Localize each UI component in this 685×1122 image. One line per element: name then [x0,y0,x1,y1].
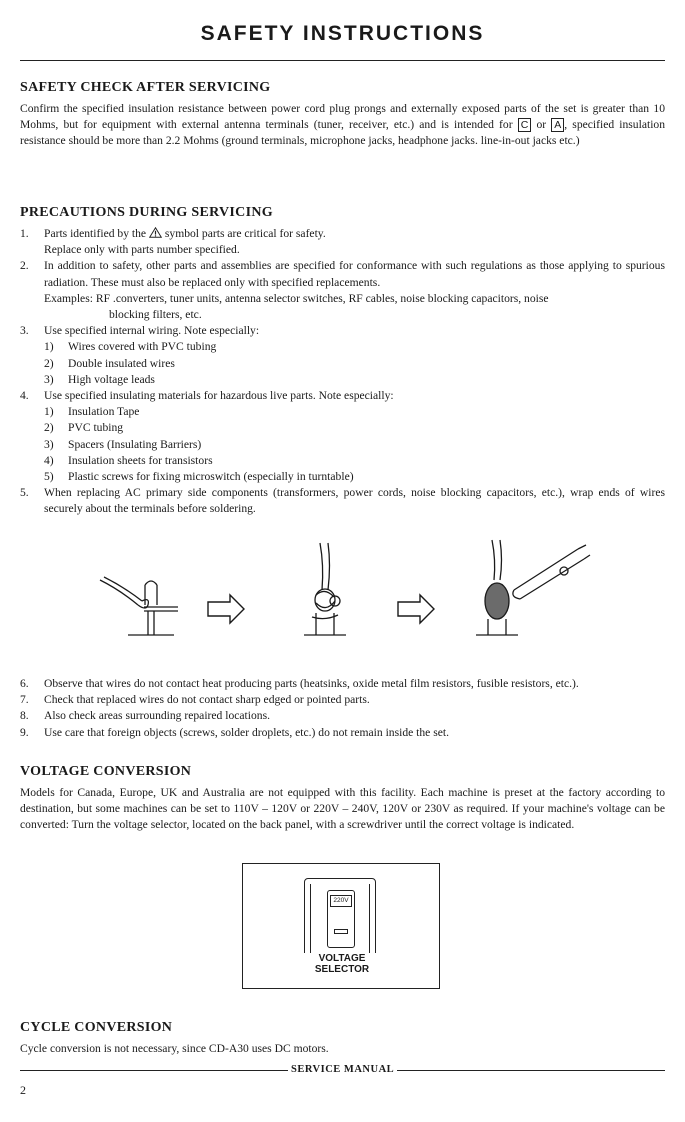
item-text: In addition to safety, other parts and assemblies are specified for conformance with such regulations as those applying to spurious radiation. These must also be replaced only with specified replacements. [44,259,665,289]
list-item [20,485,665,517]
voltage-text: Models for Canada, Europe, UK and Australia are not equipped with this facility. Each machine is preset at the factory according to destination, but some machines can be set to 110V – 120V or 220V – 240V, 120V or 230V as required. If your machine's voltage can be converted: Turn the voltage selector, located on the back panel, with a screwdriver until the correct voltage is indicated. [20,786,665,832]
precautions-list-continued [20,676,665,741]
sub-item [20,420,665,436]
sub-number: 1) [44,340,54,354]
sub-text: PVC tubing [68,421,124,435]
cycle-text: Cycle conversion is not necessary, since CD-A30 uses DC motors. [20,1042,329,1055]
voltage-selector-label [304,953,380,975]
precautions-list [20,226,665,518]
terminal-wire-soldered [476,540,590,635]
item-text: Replace only with parts number specified. [44,243,240,257]
sub-number: 3) [44,372,54,386]
arrow-right-icon [208,595,244,623]
sub-number: 2) [44,421,54,435]
sub-number: 4) [44,453,54,467]
page-title: SAFETY INSTRUCTIONS [200,22,485,45]
sub-text: Plastic screws for fixing microswitch (especially in turntable) [68,470,354,484]
item-number: 9. [20,725,29,739]
item-text: Observe that wires do not contact heat producing parts (heatsinks, oxide metal film resistors, fusible resistors, etc.). [44,677,579,690]
item-number: 8. [20,709,29,723]
list-item [20,676,665,692]
item-number: 7. [20,693,29,707]
item-number: 3. [20,324,29,338]
safety-check-heading: SAFETY CHECK AFTER SERVICING [20,80,271,95]
item-number: 6. [20,677,29,690]
sub-number: 3) [44,437,54,451]
sub-number: 2) [44,356,54,370]
list-item [20,388,665,404]
item-text: Use specified insulating materials for hazardous live parts. Note especially: [44,389,394,403]
title-rule [20,60,665,61]
sub-text: Insulation Tape [68,405,140,419]
terminal-wire-wrapped [304,543,346,635]
list-item [20,323,665,339]
class-c-box: C [518,118,532,132]
sub-item [20,469,665,485]
arrow-right-icon [398,595,434,623]
list-item [20,258,665,290]
warning-triangle-icon [149,227,162,238]
voltage-selector-figure [242,863,440,989]
sub-text: Spacers (Insulating Barriers) [68,437,202,451]
sub-item [20,437,665,453]
label-line: VOLTAGE [318,953,366,964]
safety-check-text-1: Confirm the specified insulation resistance between power cord plug prongs and externally exposed parts of the set is greater than 10 Mohms, but for equipment with external antenna terminals (tuner, receiver, etc.) and is intended for [20,102,665,132]
list-item [20,692,665,708]
item-text: Also check areas surrounding repaired locations. [44,709,270,723]
safety-check-text-2: , specified insulation resistance should be more than 2.2 Mohms (ground terminals, microphone jacks, headphone jacks. line-in-out jacks etc.) [20,118,666,148]
sub-number: 1) [44,405,54,419]
examples-text: blocking filters, etc. [109,308,202,322]
page-number: 2 [20,1083,26,1097]
cycle-heading: CYCLE CONVERSION [20,1020,173,1035]
screw-slot [334,929,348,934]
voltage-indicator: 220V [330,895,352,907]
item-number: 4. [20,389,29,403]
sub-text: Insulation sheets for transistors [68,453,213,467]
item-number: 1. [20,227,29,240]
sub-number: 5) [44,470,54,484]
class-a-box: A [551,118,564,132]
terminal-wire-loose [100,577,178,635]
wiring-illustration [90,535,620,645]
sub-item [20,372,665,388]
label-line: SELECTOR [314,964,370,975]
item-number: 5. [20,486,29,500]
voltage-selector-switch [327,890,355,948]
item-number: 2. [20,259,29,273]
item-text: Use specified internal wiring. Note especially: [44,324,260,338]
item-text: When replacing AC primary side components (transformers, power cords, noise blocking capacitors, etc.), wrap ends of wires securely about the terminals before soldering. [44,486,665,516]
sub-item [20,453,665,469]
item-text: Parts identified by the [44,227,147,240]
voltage-heading: VOLTAGE CONVERSION [20,764,192,779]
sub-text: Wires covered with PVC tubing [68,340,217,354]
examples-text: Examples: RF .converters, tuner units, antenna selector switches, RF cables, noise blocking capacitors, noise [44,291,549,305]
list-item [20,226,665,242]
sub-item [20,356,665,372]
safety-check-or: or [536,118,547,132]
sub-text: Double insulated wires [68,356,175,370]
safety-check-text [20,101,665,150]
footer-label: SERVICE MANUAL [288,1064,397,1075]
sub-item [20,339,665,355]
item-text: Use care that foreign objects (screws, solder droplets, etc.) do not remain inside the set. [44,725,450,739]
sub-text: High voltage leads [68,372,155,386]
list-item [20,708,665,724]
precautions-heading: PRECAUTIONS DURING SERVICING [20,205,273,220]
item-text: Check that replaced wires do not contact sharp edged or pointed parts. [44,693,370,707]
sub-item [20,404,665,420]
list-item [20,725,665,741]
item-text: symbol parts are critical for safety. [164,227,326,240]
